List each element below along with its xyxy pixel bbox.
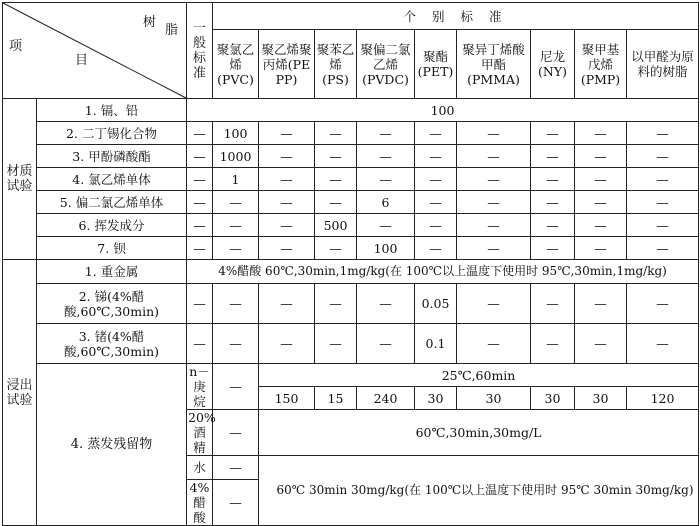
value-cell: 30 bbox=[531, 387, 575, 410]
value-cell: 30 bbox=[457, 387, 531, 410]
value-cell: — bbox=[213, 284, 259, 324]
hexane-label: n－庚烷 bbox=[187, 364, 213, 410]
value-cell: — bbox=[259, 191, 315, 214]
value-cell: — bbox=[531, 284, 575, 324]
row-label: 7. 钡 bbox=[37, 237, 187, 260]
value-cell: — bbox=[315, 145, 357, 168]
value-cell: — bbox=[259, 284, 315, 324]
value-cell: — bbox=[315, 237, 357, 260]
value-cell: — bbox=[259, 237, 315, 260]
resin-header: 聚苯乙烯(PS) bbox=[315, 30, 357, 99]
header-row-1 bbox=[3, 3, 699, 30]
value-cell: — bbox=[315, 324, 357, 364]
value-cell: — bbox=[315, 191, 357, 214]
water-acetic-standard: 60℃ 30min 30mg/kg(在 100℃以上温度下使用时 95℃ 30min 30mg/kg) bbox=[259, 456, 699, 526]
value-cell: — bbox=[575, 191, 627, 214]
value-cell: — bbox=[415, 122, 457, 145]
general-cell: — bbox=[213, 480, 259, 526]
row-label: 2. 锑(4%醋酸,60℃,30min) bbox=[37, 284, 187, 324]
value-cell: — bbox=[357, 168, 415, 191]
value-cell: — bbox=[531, 122, 575, 145]
ethanol-standard: 60℃,30min,30mg/L bbox=[259, 410, 699, 456]
value-cell: 0.05 bbox=[415, 284, 457, 324]
general-cell: — bbox=[187, 214, 213, 237]
resin-header: 聚乙烯聚丙烯(PE PP) bbox=[259, 30, 315, 99]
value-cell: — bbox=[627, 122, 699, 145]
value-cell: — bbox=[575, 237, 627, 260]
value-cell: — bbox=[315, 122, 357, 145]
resin-header: 尼龙(NY) bbox=[531, 30, 575, 99]
value-cell: — bbox=[531, 168, 575, 191]
general-cell: — bbox=[187, 324, 213, 364]
value-cell: — bbox=[457, 237, 531, 260]
value-cell: — bbox=[575, 168, 627, 191]
value-cell: — bbox=[357, 145, 415, 168]
value-cell: — bbox=[457, 191, 531, 214]
value-cell: 120 bbox=[627, 387, 699, 410]
group-leaching-test: 浸出试验 bbox=[3, 260, 37, 526]
value-cell: — bbox=[575, 122, 627, 145]
value-cell: — bbox=[575, 324, 627, 364]
material-row-3 bbox=[3, 145, 699, 168]
header-corner-item-1: 项 bbox=[9, 39, 23, 54]
row-label: 1. 镉、铅 bbox=[37, 99, 187, 122]
value-cell: — bbox=[627, 168, 699, 191]
ethanol-label: 20%酒精 bbox=[188, 410, 216, 455]
header-corner-resin-1: 树 bbox=[142, 15, 156, 30]
value-cell: 30 bbox=[415, 387, 457, 410]
resin-header: 聚氯乙烯(PVC) bbox=[213, 30, 259, 99]
value-cell: — bbox=[415, 168, 457, 191]
material-row-6 bbox=[3, 214, 699, 237]
value-cell: — bbox=[627, 214, 699, 237]
value-cell: 100 bbox=[213, 122, 259, 145]
general-cell: — bbox=[213, 364, 259, 410]
value-cell: — bbox=[357, 122, 415, 145]
material-row-4 bbox=[3, 168, 699, 191]
general-cell: — bbox=[213, 410, 259, 456]
header-corner-item-2: 目 bbox=[75, 53, 89, 68]
general-cell: — bbox=[187, 168, 213, 191]
value-cell: — bbox=[627, 191, 699, 214]
value-cell: — bbox=[415, 191, 457, 214]
material-row-7 bbox=[3, 237, 699, 260]
standards-table bbox=[2, 2, 699, 526]
diagonal-line bbox=[3, 3, 186, 98]
value-cell: 500 bbox=[315, 214, 357, 237]
value-cell: 30 bbox=[575, 387, 627, 410]
resin-header: 聚酯(PET) bbox=[415, 30, 457, 99]
value-cell: — bbox=[315, 284, 357, 324]
leach-row-3 bbox=[3, 324, 699, 364]
header-individual-standard: 个 别 标 准 bbox=[213, 3, 699, 30]
value-cell: — bbox=[531, 145, 575, 168]
group-material-test: 材质试验 bbox=[3, 99, 37, 260]
value-cell: 1 bbox=[213, 168, 259, 191]
value-cell: — bbox=[457, 145, 531, 168]
row-label: 3. 甲酚磷酸酯 bbox=[37, 145, 187, 168]
heavy-metal-standard: 4%醋酸 60℃,30min,1mg/kg(在 100℃以上温度下使用时 95℃,30min,1mg/kg) bbox=[187, 260, 699, 284]
general-cell: — bbox=[187, 122, 213, 145]
value-cell: — bbox=[627, 237, 699, 260]
value-cell: — bbox=[259, 122, 315, 145]
value-cell: — bbox=[259, 145, 315, 168]
value-cell: 150 bbox=[259, 387, 315, 410]
material-row-2 bbox=[3, 122, 699, 145]
value-cell: — bbox=[531, 237, 575, 260]
row-label: 3. 锗(4%醋酸,60℃,30min) bbox=[37, 324, 187, 364]
acetic-label: 4%醋酸 bbox=[187, 480, 213, 526]
value-cell: — bbox=[415, 237, 457, 260]
value-cell: 100 bbox=[357, 237, 415, 260]
value-cell: 6 bbox=[357, 191, 415, 214]
evap-hexane-condition-row bbox=[3, 364, 699, 387]
material-row-5 bbox=[3, 191, 699, 214]
value-cell: — bbox=[415, 214, 457, 237]
value-cell: — bbox=[213, 324, 259, 364]
value-cell: — bbox=[357, 324, 415, 364]
leach-row-2 bbox=[3, 284, 699, 324]
water-label: 水 bbox=[187, 456, 213, 480]
value-cell: — bbox=[315, 168, 357, 191]
general-cell: — bbox=[213, 456, 259, 480]
value-cell: — bbox=[457, 122, 531, 145]
value-cell: — bbox=[627, 324, 699, 364]
value-cell: — bbox=[575, 145, 627, 168]
header-corner-resin-2: 脂 bbox=[164, 23, 178, 38]
resin-header: 聚甲基戊烯(PMP) bbox=[575, 30, 627, 99]
evap-residue-label: 4. 蒸发残留物 bbox=[37, 364, 187, 526]
leach-row-1 bbox=[3, 260, 699, 284]
value-cell: — bbox=[259, 324, 315, 364]
row-label: 2. 二丁锡化合物 bbox=[37, 122, 187, 145]
row-label: 4. 氯乙烯单体 bbox=[37, 168, 187, 191]
value-cell: — bbox=[531, 191, 575, 214]
general-cell: — bbox=[187, 145, 213, 168]
value-cell: — bbox=[531, 214, 575, 237]
value-cell: — bbox=[457, 284, 531, 324]
value-cell: 240 bbox=[357, 387, 415, 410]
value-cell: — bbox=[457, 214, 531, 237]
diagonal-header-cell bbox=[3, 3, 187, 99]
value-cell: 0.1 bbox=[415, 324, 457, 364]
value-cell: — bbox=[357, 284, 415, 324]
value-cell: — bbox=[213, 237, 259, 260]
value-cell: 1000 bbox=[213, 145, 259, 168]
value-cell: — bbox=[627, 145, 699, 168]
material-row-1 bbox=[3, 99, 699, 122]
general-cell: — bbox=[187, 237, 213, 260]
value-cell: — bbox=[415, 145, 457, 168]
resin-header: 聚异丁烯酸甲酯(PMMA) bbox=[457, 30, 531, 99]
value-cell: — bbox=[575, 284, 627, 324]
value-cell: — bbox=[531, 324, 575, 364]
value-cell: — bbox=[259, 214, 315, 237]
row-label: 5. 偏二氯乙烯单体 bbox=[37, 191, 187, 214]
value-cell: — bbox=[575, 214, 627, 237]
value-cell: — bbox=[213, 191, 259, 214]
value-cell: — bbox=[213, 214, 259, 237]
row-label: 1. 重金属 bbox=[37, 260, 187, 284]
value-cell: — bbox=[357, 214, 415, 237]
value-cell: — bbox=[457, 168, 531, 191]
resin-header: 聚偏二氯乙烯(PVDC) bbox=[357, 30, 415, 99]
value-cell: — bbox=[259, 168, 315, 191]
resin-header: 以甲醛为原料的树脂 bbox=[627, 30, 699, 99]
hexane-condition: 25℃,60min bbox=[259, 364, 699, 387]
row-label: 6. 挥发成分 bbox=[37, 214, 187, 237]
cadmium-lead-value: 100 bbox=[187, 99, 699, 122]
value-cell: 15 bbox=[315, 387, 357, 410]
header-general-standard: 一般标准 bbox=[187, 3, 213, 99]
general-cell: — bbox=[187, 284, 213, 324]
value-cell: — bbox=[457, 324, 531, 364]
general-cell: — bbox=[187, 191, 213, 214]
value-cell: — bbox=[627, 284, 699, 324]
